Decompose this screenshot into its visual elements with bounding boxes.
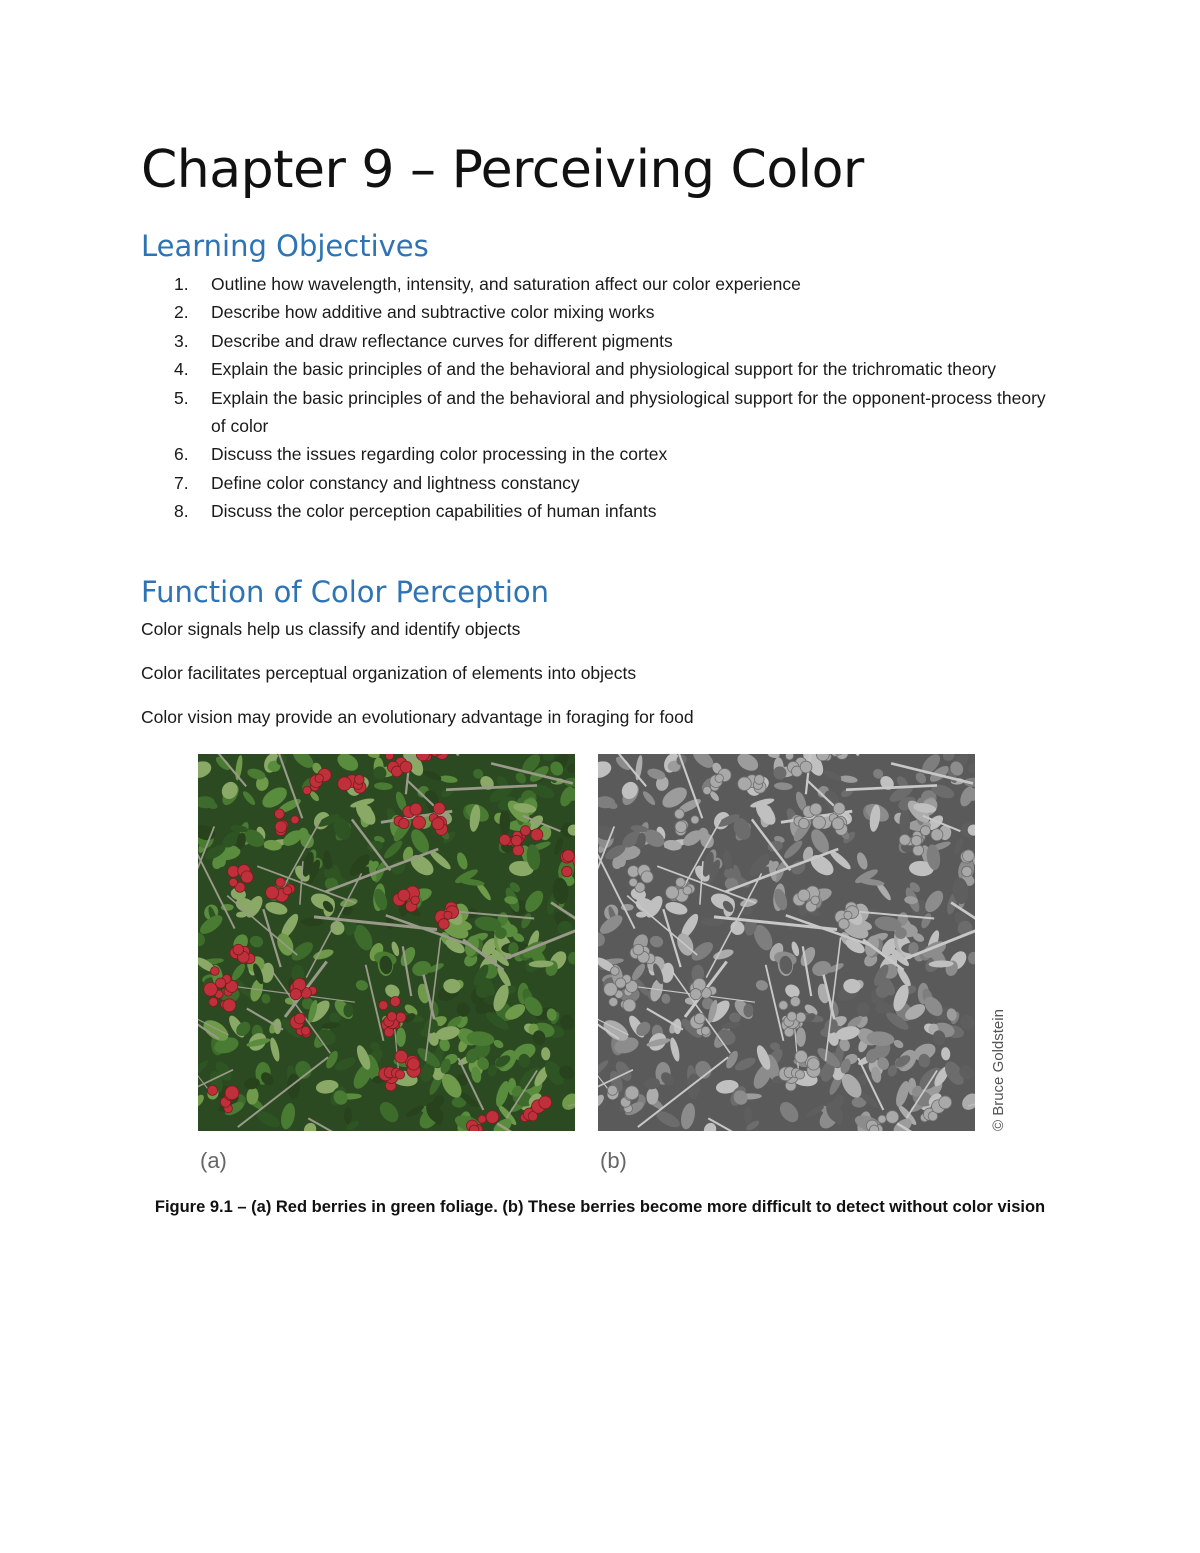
item-text: Define color constancy and lightness constancy [211,472,580,493]
berry-shape [294,1013,305,1024]
berry-shape [241,871,253,883]
berry-shape [683,886,692,895]
berry-shape [531,829,543,841]
berry-shape [811,896,820,905]
berry-shape [616,978,626,988]
berry-shape [266,886,279,899]
item-number: 4. [174,359,189,380]
berry-shape [798,889,810,901]
berry-shape [629,878,637,886]
berry-shape [666,886,679,899]
berry-shape [623,999,636,1012]
berry-shape [276,877,286,887]
leaf-shape [796,1027,806,1046]
berry-shape [607,1085,617,1095]
berry-shape [432,818,444,830]
berry-shape [433,803,445,815]
berry-shape [609,997,618,1006]
list-item [141,384,1061,441]
berry-shape [209,997,218,1006]
item-text: Discuss the color perception capabilities of human infants [211,501,657,522]
berry-shape [694,1013,705,1024]
item-text: Describe and draw reflectance curves for different pigments [211,330,673,351]
berry-shape [233,944,244,955]
berry-shape [290,989,301,1000]
berry-shape [738,777,752,791]
leaf-shape [344,1107,352,1124]
berry-shape [407,1058,419,1070]
leaf-shape [396,1027,406,1046]
berry-shape [400,761,412,773]
photo-credit: © Bruce Goldstein [990,1009,1007,1131]
berry-shape [412,816,425,829]
item-number: 7. [174,472,189,493]
berry-shape [807,1058,819,1070]
berry-shape [921,826,931,836]
body-paragraph: Color signals help us classify and identify objects [141,619,521,639]
berry-shape [563,850,575,862]
berry-shape [385,754,393,760]
berry-shape [800,761,812,773]
berry-shape [521,826,531,836]
berry-shape [676,877,686,887]
figure-caption: Figure 9.1 – (a) Red berries in green foliage. (b) These berries become more difficult to detect without color vision [154,1198,1046,1216]
berry-shape [223,999,236,1012]
berry-shape [610,967,619,976]
berry-shape [354,775,364,785]
berry-shape [303,786,311,794]
berry-shape [301,1026,310,1035]
berry-shape [810,803,822,815]
berry-shape [539,1096,552,1109]
berry-shape [703,786,711,794]
berry-shape [511,835,522,846]
berry-shape [715,774,723,782]
berry-shape [283,886,292,895]
item-number: 6. [174,444,189,465]
berry-shape [690,989,701,1000]
berry-shape [387,1012,397,1022]
item-text: Describe how additive and subtractive color mixing works [211,302,655,323]
berry-shape [812,816,825,829]
berry-shape [962,866,972,876]
berry-shape [869,1125,878,1131]
berry-shape [207,1085,217,1095]
berry-shape [210,967,219,976]
berry-shape [338,777,352,791]
berry-shape [674,809,684,819]
berry-shape [838,919,849,930]
berry-shape [390,997,400,1007]
berry-shape [832,818,844,830]
berry-shape [931,829,943,841]
berry-shape [795,1070,804,1079]
berry-shape [410,803,422,815]
berries-color-photo [198,754,575,1131]
berry-shape [833,803,845,815]
berry-shape [701,1026,710,1035]
berry-shape [411,896,420,905]
berry-shape [886,1111,899,1124]
berry-shape [398,889,410,901]
item-number: 2. [174,302,189,323]
berry-shape [216,978,226,988]
berry-shape [274,809,284,819]
berry-shape [913,845,924,856]
berry-shape [486,1111,499,1124]
berry-shape [878,1115,886,1123]
list-item [141,270,1061,298]
berry-shape [438,919,449,930]
berry-shape [396,1012,406,1022]
berry-shape [562,866,572,876]
berry-shape [478,1115,486,1123]
item-number: 1. [174,274,189,294]
berry-shape [963,850,975,862]
berry-shape [691,816,699,824]
list-item [141,440,1061,468]
berry-shape [911,835,922,846]
item-text: Discuss the issues regarding color processing in the cortex [211,444,668,465]
berry-shape [844,911,852,919]
leaf-shape [744,1107,752,1124]
item-text: Explain the basic principles of and the behavioral and physiological support for the opponent-process theory of color [211,387,1046,437]
berries-grayscale-photo [598,754,975,1131]
panel-a-label: (a) [200,1148,227,1173]
berry-shape [799,818,809,828]
berry-shape [779,1001,788,1010]
berry-shape [225,1086,239,1100]
berry-shape [399,818,409,828]
list-item [141,469,1061,497]
berry-shape [379,1001,388,1010]
berry-shape [641,871,653,883]
berry-shape [787,1012,797,1022]
berry-shape [625,1086,639,1100]
item-number: 8. [174,501,189,522]
berry-shape [499,834,510,845]
chapter-title: Chapter 9 – Perceiving Color [141,140,864,200]
berry-shape [469,1125,478,1131]
body-paragraph: Color vision may provide an evolutionary advantage in foraging for food [141,707,694,727]
berry-shape [939,1096,952,1109]
berry-shape [291,816,299,824]
item-text: Explain the basic principles of and the behavioral and physiological support for the trichromatic theory [211,359,997,380]
berry-shape [796,1012,806,1022]
list-item [141,298,1061,326]
panel-b-label: (b) [600,1148,627,1173]
objectives-list [141,270,1061,526]
berry-shape [754,775,764,785]
berry-shape [795,1050,808,1063]
berry-shape [395,1070,404,1079]
berry-shape [204,983,218,997]
berry-shape [444,911,452,919]
berry-shape [675,821,687,833]
berry-shape [790,997,800,1007]
list-item [141,355,1061,383]
berry-shape [315,774,323,782]
item-number: 3. [174,330,189,351]
function-heading: Function of Color Perception [141,575,549,609]
berry-shape [395,1050,408,1063]
berry-shape [604,983,618,997]
berry-shape [899,834,910,845]
berry-shape [785,754,793,760]
berry-shape [513,845,524,856]
berry-shape [633,944,644,955]
item-text: Outline how wavelength, intensity, and saturation affect our color experience [211,274,801,294]
list-item [141,327,1061,355]
item-number: 5. [174,387,189,408]
berry-shape [275,821,287,833]
body-paragraph: Color facilitates perceptual organization of elements into objects [141,663,637,683]
list-item [141,497,1061,525]
learning-objectives-heading: Learning Objectives [141,229,429,263]
berry-shape [229,878,237,886]
